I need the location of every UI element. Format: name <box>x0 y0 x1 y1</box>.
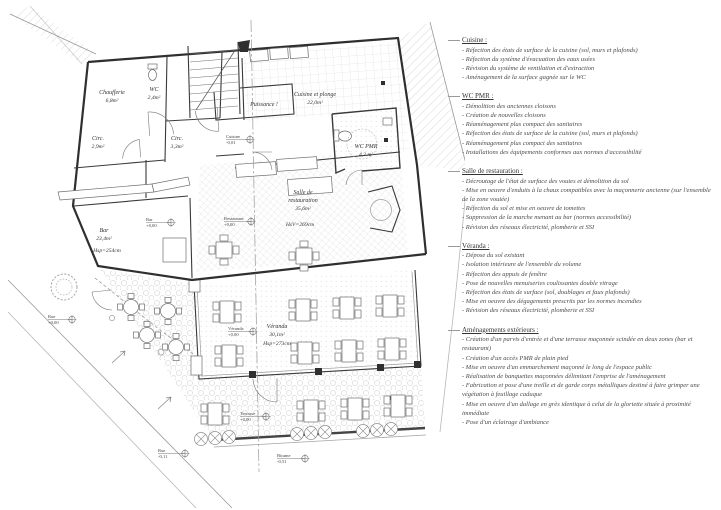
note-item: - Mise en oeuvre d'un emmarchement maçonné le long de l'espace public <box>462 363 652 371</box>
note-item: - Réfection des états de surface de la cuisine (sol, murs et plafonds) <box>462 130 638 138</box>
annotation-list <box>462 102 714 157</box>
svg-text:Bar+0,00: Bar +0,00 <box>146 217 157 228</box>
annotation-list <box>462 335 714 427</box>
annotation-section-wc-pmr <box>462 92 714 157</box>
note-item: - Mise en oeuvre d'enduits à la chaux compatibles avec la maçonnerie ancienne (sur l'ensemble de la zone voutée) <box>462 186 711 203</box>
bar-table <box>163 238 186 262</box>
room-label-wc-pmr: WC PMR 4,2 m² <box>354 144 378 158</box>
room-label-chaufferie: Chaufferie 6,8m² <box>99 90 125 104</box>
annotation-title: Aménagements extérieurs : <box>462 325 539 334</box>
annotation-title: Salle de restauration : <box>462 167 523 176</box>
room-label-salle: Salle de restauration 35,6m² HsV=269cm <box>285 190 318 228</box>
note-item: - Réfection du sol et mise en oeuvre de tomettes <box>462 205 586 213</box>
annotation-title: WC PMR : <box>462 92 494 101</box>
note-item: - Réaménagement plus compact des sanitaires <box>462 121 583 129</box>
annotations-panel <box>462 36 714 437</box>
svg-text:Restaurant+0,00: Restaurant +0,00 <box>224 216 244 227</box>
annotation-section-cuisine <box>462 36 714 82</box>
note-item: - Réalisation de banquettes maçonnées délimitant l'emprise de l'aménagement <box>462 372 666 380</box>
annotation-title: Véranda : <box>462 241 490 250</box>
annotation-section-salle <box>462 167 714 232</box>
room-label-bar: Bar 23,4m² Hsp=254cm <box>93 228 121 254</box>
annotation-section-amenagements <box>462 326 714 428</box>
note-item: - Fabrication et pose d'une treille et de garde corps métalliques destiné à faire grimper une végétation à feuillage caduque <box>462 382 700 399</box>
room-label-circ2: Circ. 3,3m² <box>170 136 184 150</box>
svg-text:Véranda+0,00: Véranda +0,00 <box>228 326 244 337</box>
note-item: - Démolition des anciennes cloisons <box>462 102 556 110</box>
room-label-wc: WC 2,4m² <box>147 87 161 101</box>
note-item: - Création de nouvelles cloisons <box>462 112 546 120</box>
annotation-title: Cuisine : <box>462 36 488 44</box>
annotation-list <box>462 177 714 232</box>
room-label-cuisine: Cuisine et plonge 22,0m² <box>294 92 336 106</box>
room-label-puissance: Puissance ! <box>250 102 278 108</box>
annotation-list <box>462 46 714 83</box>
svg-text:Cuisine-0,01: Cuisine -0,01 <box>226 134 241 145</box>
note-item: - Pose de nouvelles menuiseries coulissantes double vitrage <box>462 279 618 287</box>
note-item: - Révision des réseaux électricité, plomberie et SSI <box>462 223 595 231</box>
note-item: - Révision du système de ventilation et d'extraction <box>462 64 595 72</box>
note-item: - Installations des équipements conformes aux normes d'accessibilité <box>462 148 642 156</box>
note-item: - Réfection des états de surface de la cuisine (sol, murs et plafonds) <box>462 46 638 54</box>
note-item: - Réfection du système d'évacuation des eaux usées <box>462 55 595 63</box>
level-marker-rue-bottom <box>158 448 190 460</box>
note-item: - Suppression de la marche menant au bar (normes accessibilité) <box>462 214 632 222</box>
note-item: - Révision des réseaux électricité, plomberie et SSI <box>462 307 595 315</box>
room-label-circ1: Circ. 2,9m² <box>91 136 105 150</box>
note-item: - Réaménagement plus compact des sanitaires <box>462 139 583 147</box>
level-marker-bitume <box>277 453 310 465</box>
level-marker-rue-left <box>48 314 77 326</box>
note-item: - Création d'un accès PMR de plain pied <box>462 354 569 362</box>
tree <box>51 274 77 300</box>
svg-text:Bitume-0,51: Bitume -0,51 <box>277 453 291 464</box>
svg-text:Rue-0,11: Rue -0,11 <box>158 448 168 459</box>
annotation-section-veranda <box>462 242 714 316</box>
annotation-list <box>462 251 714 315</box>
svg-text:Rue+0,00: Rue +0,00 <box>48 314 59 325</box>
room-label-veranda: Véranda 30,1m² Hsp=273cm <box>263 324 291 347</box>
note-item: - Réfection des états de surface (sol, doublages et faux plafonds) <box>462 289 630 297</box>
note-item: - Réfection des appuis de fenêtre <box>462 270 547 278</box>
note-item: - Aménagement de la surface gagnée sur le WC <box>462 74 586 82</box>
note-item: - Mise en oeuvre des dégagements prescrits par les normes incendies <box>462 298 642 306</box>
svg-text:Terrasse+0,00: Terrasse +0,00 <box>240 411 256 422</box>
note-item: - Isolation intérieure de l'ensemble du volume <box>462 261 582 269</box>
note-item: - Mise en oeuvre d'un dallage en grès identique à celui de la gloriette située à proximité immédiate <box>462 400 691 417</box>
note-item: - Pose d'un éclairage d'ambiance <box>462 419 549 426</box>
note-item: - Dépose du sol existant <box>462 252 525 260</box>
note-item: - Décroutage de l'état de surface des voutes et démolition du sol <box>462 177 629 185</box>
note-item: - Création d'un parvis d'entrée et d'une terrasse maçonnée scindée en deux zones (bar et restaurant) <box>462 336 693 353</box>
